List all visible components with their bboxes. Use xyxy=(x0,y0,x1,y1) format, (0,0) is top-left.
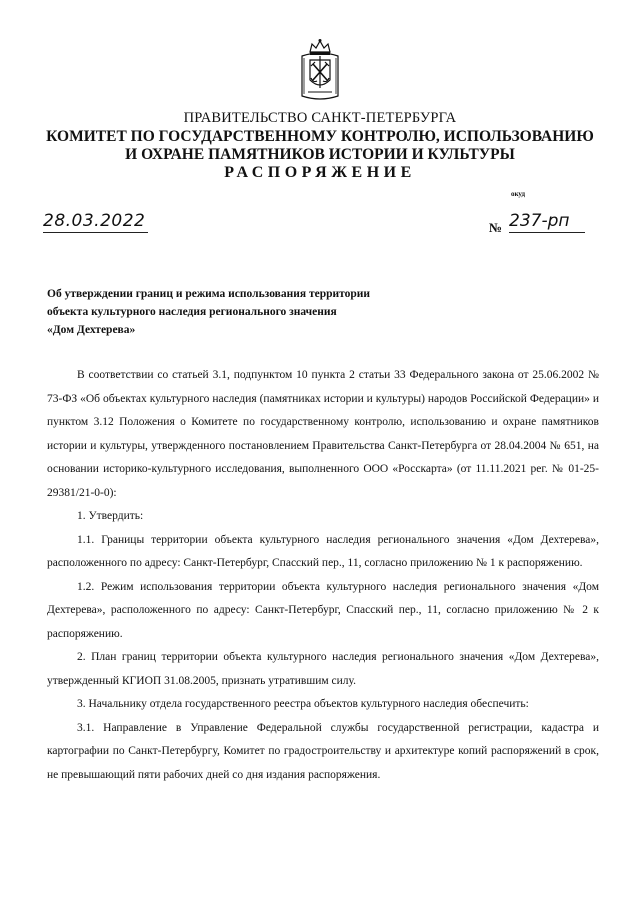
committee-title-line2: И ОХРАНЕ ПАМЯТНИКОВ ИСТОРИИ И КУЛЬТУРЫ xyxy=(125,146,515,163)
subject-line: «Дом Дехтерева» xyxy=(47,324,136,336)
document-body xyxy=(47,364,599,787)
number-label: № xyxy=(489,220,503,235)
committee-title-line1: КОМИТЕТ ПО ГОСУДАРСТВЕННОМУ КОНТРОЛЮ, ИСПОЛЬЗОВАНИЮ xyxy=(46,128,594,145)
preamble-paragraph: В соответствии со статьей 3.1, подпунктом 10 пункта 2 статьи 33 Федерального закона от 25.06.2002 № 73-ФЗ «Об объектах культурного наследия (памятниках истории и культуры) народов Российской Федерации» и пунктом 3.12 Положения о Комитете по государственному контролю, использованию и охране памятников истории и культуры, утвержденного постановлением Правительства Санкт-Петербурга от 28.04.2004 № 651, на основании историко-культурного исследования, выполненного ООО «Росскарта» (от 11.11.2021 рег. № 01-25-29381/21-0-0): xyxy=(47,369,599,499)
government-title: ПРАВИТЕЛЬСТВО САНКТ-ПЕТЕРБУРГА xyxy=(183,110,457,126)
clause-3: 3. Начальнику отдела государственного реестра объектов культурного наследия обеспечить: xyxy=(77,698,529,710)
document-type: РАСПОРЯЖЕНИЕ xyxy=(224,164,416,181)
document-subject xyxy=(47,285,467,339)
subject-line: объекта культурного наследия регионального значения xyxy=(47,306,337,318)
clause-1-1: 1.1. Границы территории объекта культурного наследия регионального значения «Дом Дехтерева», расположенного по адресу: Санкт-Петербург, Спасский пер., 11, согласно приложению № 1 к распоряжению. xyxy=(47,533,599,569)
okud-label: окуд xyxy=(511,190,526,198)
clause-3-1: 3.1. Направление в Управление Федеральной службы государственной регистрации, кадастра и картографии по Санкт-Петербургу, Комитет по градостроительству и архитектуре копий распоряжений в срок, не превышающий пяти рабочих дней со дня издания распоряжения. xyxy=(47,721,599,781)
document-date: 28.03.2022 xyxy=(43,211,148,233)
clause-1-2: 1.2. Режим использования территории объекта культурного наследия регионального значения «Дом Дехтерева», расположенного по адресу: Санкт-Петербург, Спасский пер., 11, согласно приложению № 2 к распоряжению. xyxy=(47,580,599,640)
coat-of-arms-icon xyxy=(298,38,342,102)
subject-line: Об утверждении границ и режима использования территории xyxy=(47,288,371,300)
clause-1: 1. Утвердить: xyxy=(77,510,144,522)
document-number: 237-рп xyxy=(509,211,585,233)
clause-2: 2. План границ территории объекта культурного наследия регионального значения «Дом Дехтерева», утвержденный КГИОП 31.08.2005, признать утратившим силу. xyxy=(47,651,599,687)
